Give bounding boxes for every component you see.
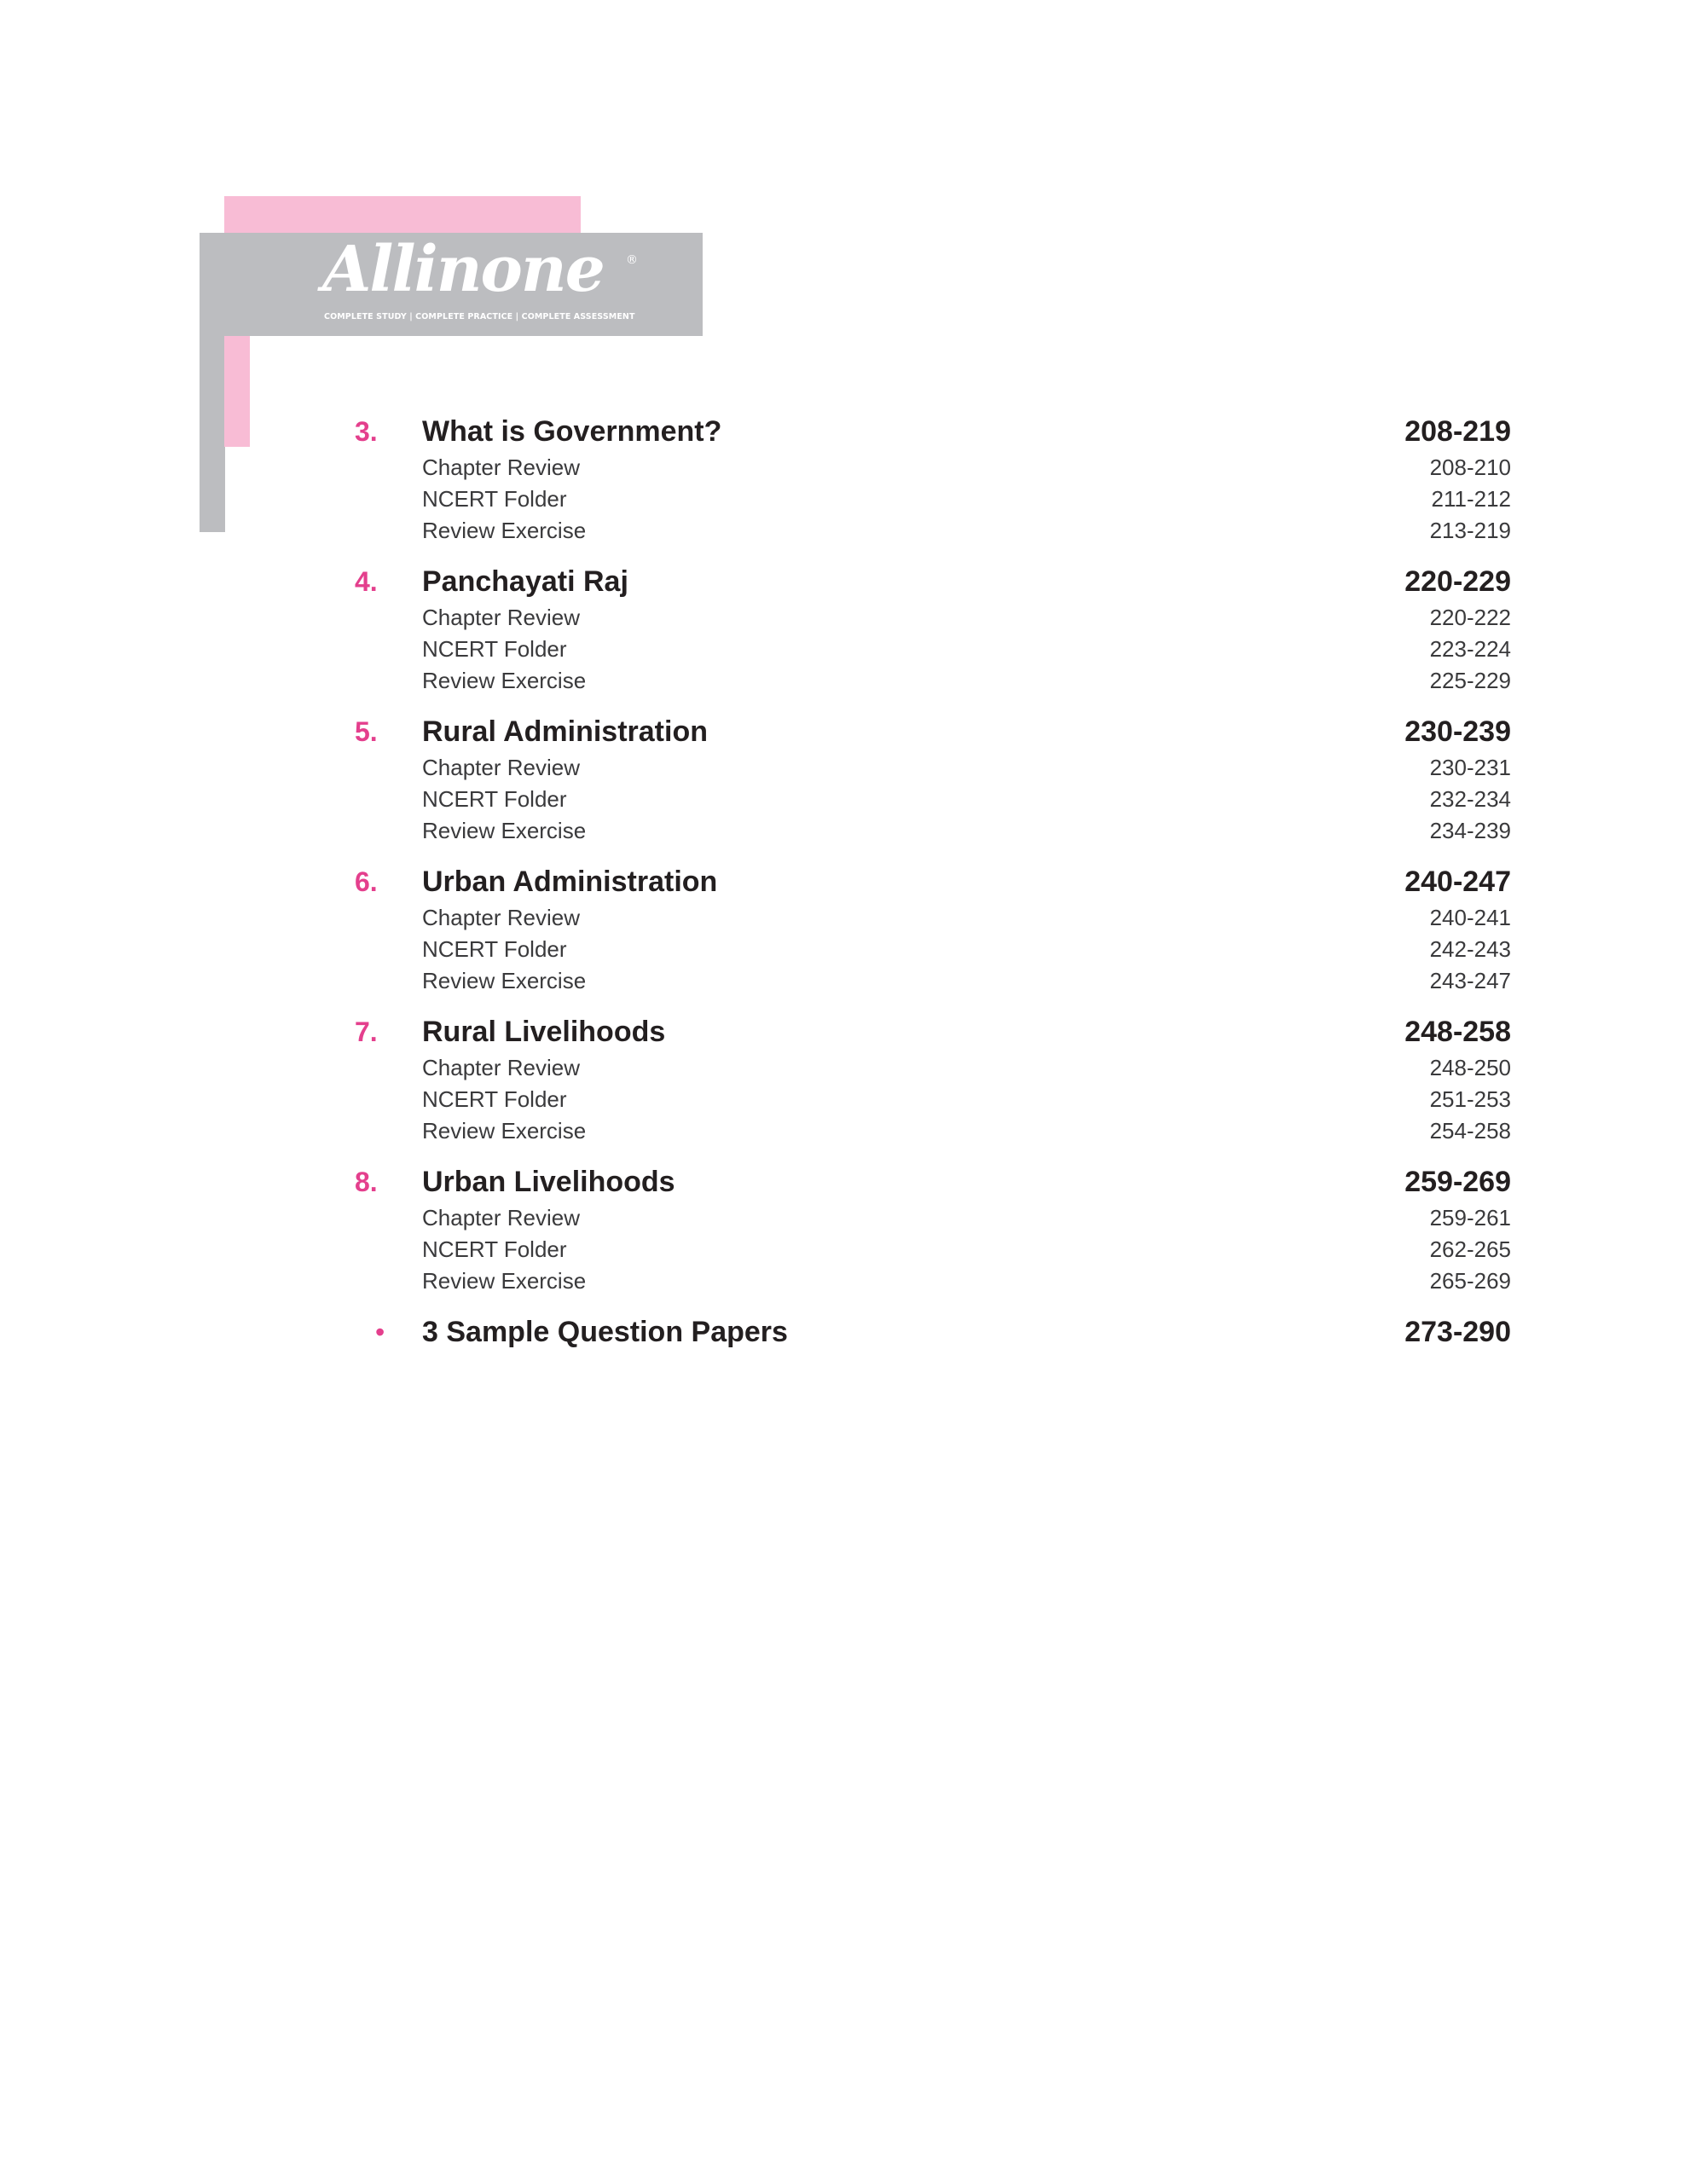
section-label[interactable]: Chapter Review — [422, 605, 580, 630]
toc-section — [0, 902, 1708, 934]
chapter-title[interactable]: Urban Livelihoods — [422, 1166, 675, 1198]
section-page-range: 225-229 — [1429, 668, 1511, 693]
sample-papers-page-range: 273-290 — [1404, 1316, 1511, 1348]
toc-section — [0, 1084, 1708, 1115]
section-label[interactable]: Chapter Review — [422, 1055, 580, 1080]
section-page-range: 251-253 — [1429, 1086, 1511, 1112]
toc-section — [0, 1202, 1708, 1234]
chapter-number: 4. — [355, 566, 378, 597]
chapter-title[interactable]: What is Government? — [422, 415, 722, 448]
section-page-range: 262-265 — [1429, 1236, 1511, 1262]
section-page-range: 265-269 — [1429, 1268, 1511, 1294]
section-page-range: 230-231 — [1429, 755, 1511, 780]
section-label[interactable]: Chapter Review — [422, 755, 580, 780]
section-page-range: 243-247 — [1429, 968, 1511, 993]
section-label[interactable]: Chapter Review — [422, 1205, 580, 1230]
section-label[interactable]: NCERT Folder — [422, 1236, 567, 1262]
chapter-page-range: 259-269 — [1404, 1166, 1511, 1198]
allinone-logo — [200, 233, 703, 336]
section-label[interactable]: NCERT Folder — [422, 786, 567, 812]
chapter-number: 7. — [355, 1016, 378, 1047]
bullet-icon: • — [375, 1317, 385, 1347]
toc-section — [0, 1265, 1708, 1297]
section-page-range: 234-239 — [1429, 818, 1511, 843]
section-page-range: 220-222 — [1429, 605, 1511, 630]
toc-section — [0, 484, 1708, 515]
section-page-range: 242-243 — [1429, 936, 1511, 962]
toc-section — [0, 602, 1708, 634]
chapter-number: 8. — [355, 1167, 378, 1197]
chapter-page-range: 230-239 — [1404, 715, 1511, 748]
section-label[interactable]: Review Exercise — [422, 968, 587, 993]
section-page-range: 232-234 — [1429, 786, 1511, 812]
section-page-range: 223-224 — [1429, 636, 1511, 662]
logo-wordmark: Allinone — [322, 233, 604, 306]
section-label[interactable]: Review Exercise — [422, 1118, 587, 1144]
section-label[interactable]: NCERT Folder — [422, 486, 567, 512]
sample-papers-title[interactable]: 3 Sample Question Papers — [422, 1316, 788, 1348]
chapter-page-range: 240-247 — [1404, 866, 1511, 898]
toc-section — [0, 452, 1708, 484]
toc-section — [0, 634, 1708, 665]
toc-section — [0, 1115, 1708, 1147]
section-page-range: 208-210 — [1429, 455, 1511, 480]
toc-section — [0, 515, 1708, 547]
section-page-range: 259-261 — [1429, 1205, 1511, 1230]
chapter-title[interactable]: Urban Administration — [422, 866, 718, 898]
section-page-range: 213-219 — [1429, 518, 1511, 543]
section-page-range: 211-212 — [1431, 486, 1511, 512]
chapter-title[interactable]: Rural Administration — [422, 715, 708, 748]
toc-section — [0, 665, 1708, 697]
chapter-number: 3. — [355, 416, 378, 447]
chapter-title[interactable]: Panchayati Raj — [422, 565, 628, 598]
toc-section — [0, 1234, 1708, 1265]
toc-section — [0, 965, 1708, 997]
chapter-number: 6. — [355, 866, 378, 897]
toc-section — [0, 752, 1708, 784]
section-label[interactable]: Chapter Review — [422, 455, 580, 480]
section-label[interactable]: Chapter Review — [422, 905, 580, 930]
section-label[interactable]: NCERT Folder — [422, 936, 567, 962]
section-label[interactable]: Review Exercise — [422, 518, 587, 543]
section-label[interactable]: NCERT Folder — [422, 636, 567, 662]
logo-tagline: COMPLETE STUDY | COMPLETE PRACTICE | COMPLETE ASSESSMENT — [324, 312, 635, 321]
chapter-page-range: 208-219 — [1404, 415, 1511, 448]
toc-section — [0, 934, 1708, 965]
section-label[interactable]: Review Exercise — [422, 668, 587, 693]
section-label[interactable]: Review Exercise — [422, 818, 587, 843]
section-page-range: 254-258 — [1429, 1118, 1511, 1144]
toc-section — [0, 815, 1708, 847]
logo-accent-bar — [224, 196, 581, 234]
section-label[interactable]: Review Exercise — [422, 1268, 587, 1294]
logo-side-bar-pink — [224, 334, 250, 447]
toc-section — [0, 784, 1708, 815]
chapter-page-range: 220-229 — [1404, 565, 1511, 598]
chapter-title[interactable]: Rural Livelihoods — [422, 1016, 666, 1048]
toc-section — [0, 1052, 1708, 1084]
chapter-page-range: 248-258 — [1404, 1016, 1511, 1048]
section-label[interactable]: NCERT Folder — [422, 1086, 567, 1112]
chapter-number: 5. — [355, 716, 378, 747]
registered-mark: ® — [626, 253, 638, 267]
section-page-range: 248-250 — [1429, 1055, 1511, 1080]
section-page-range: 240-241 — [1429, 905, 1511, 930]
